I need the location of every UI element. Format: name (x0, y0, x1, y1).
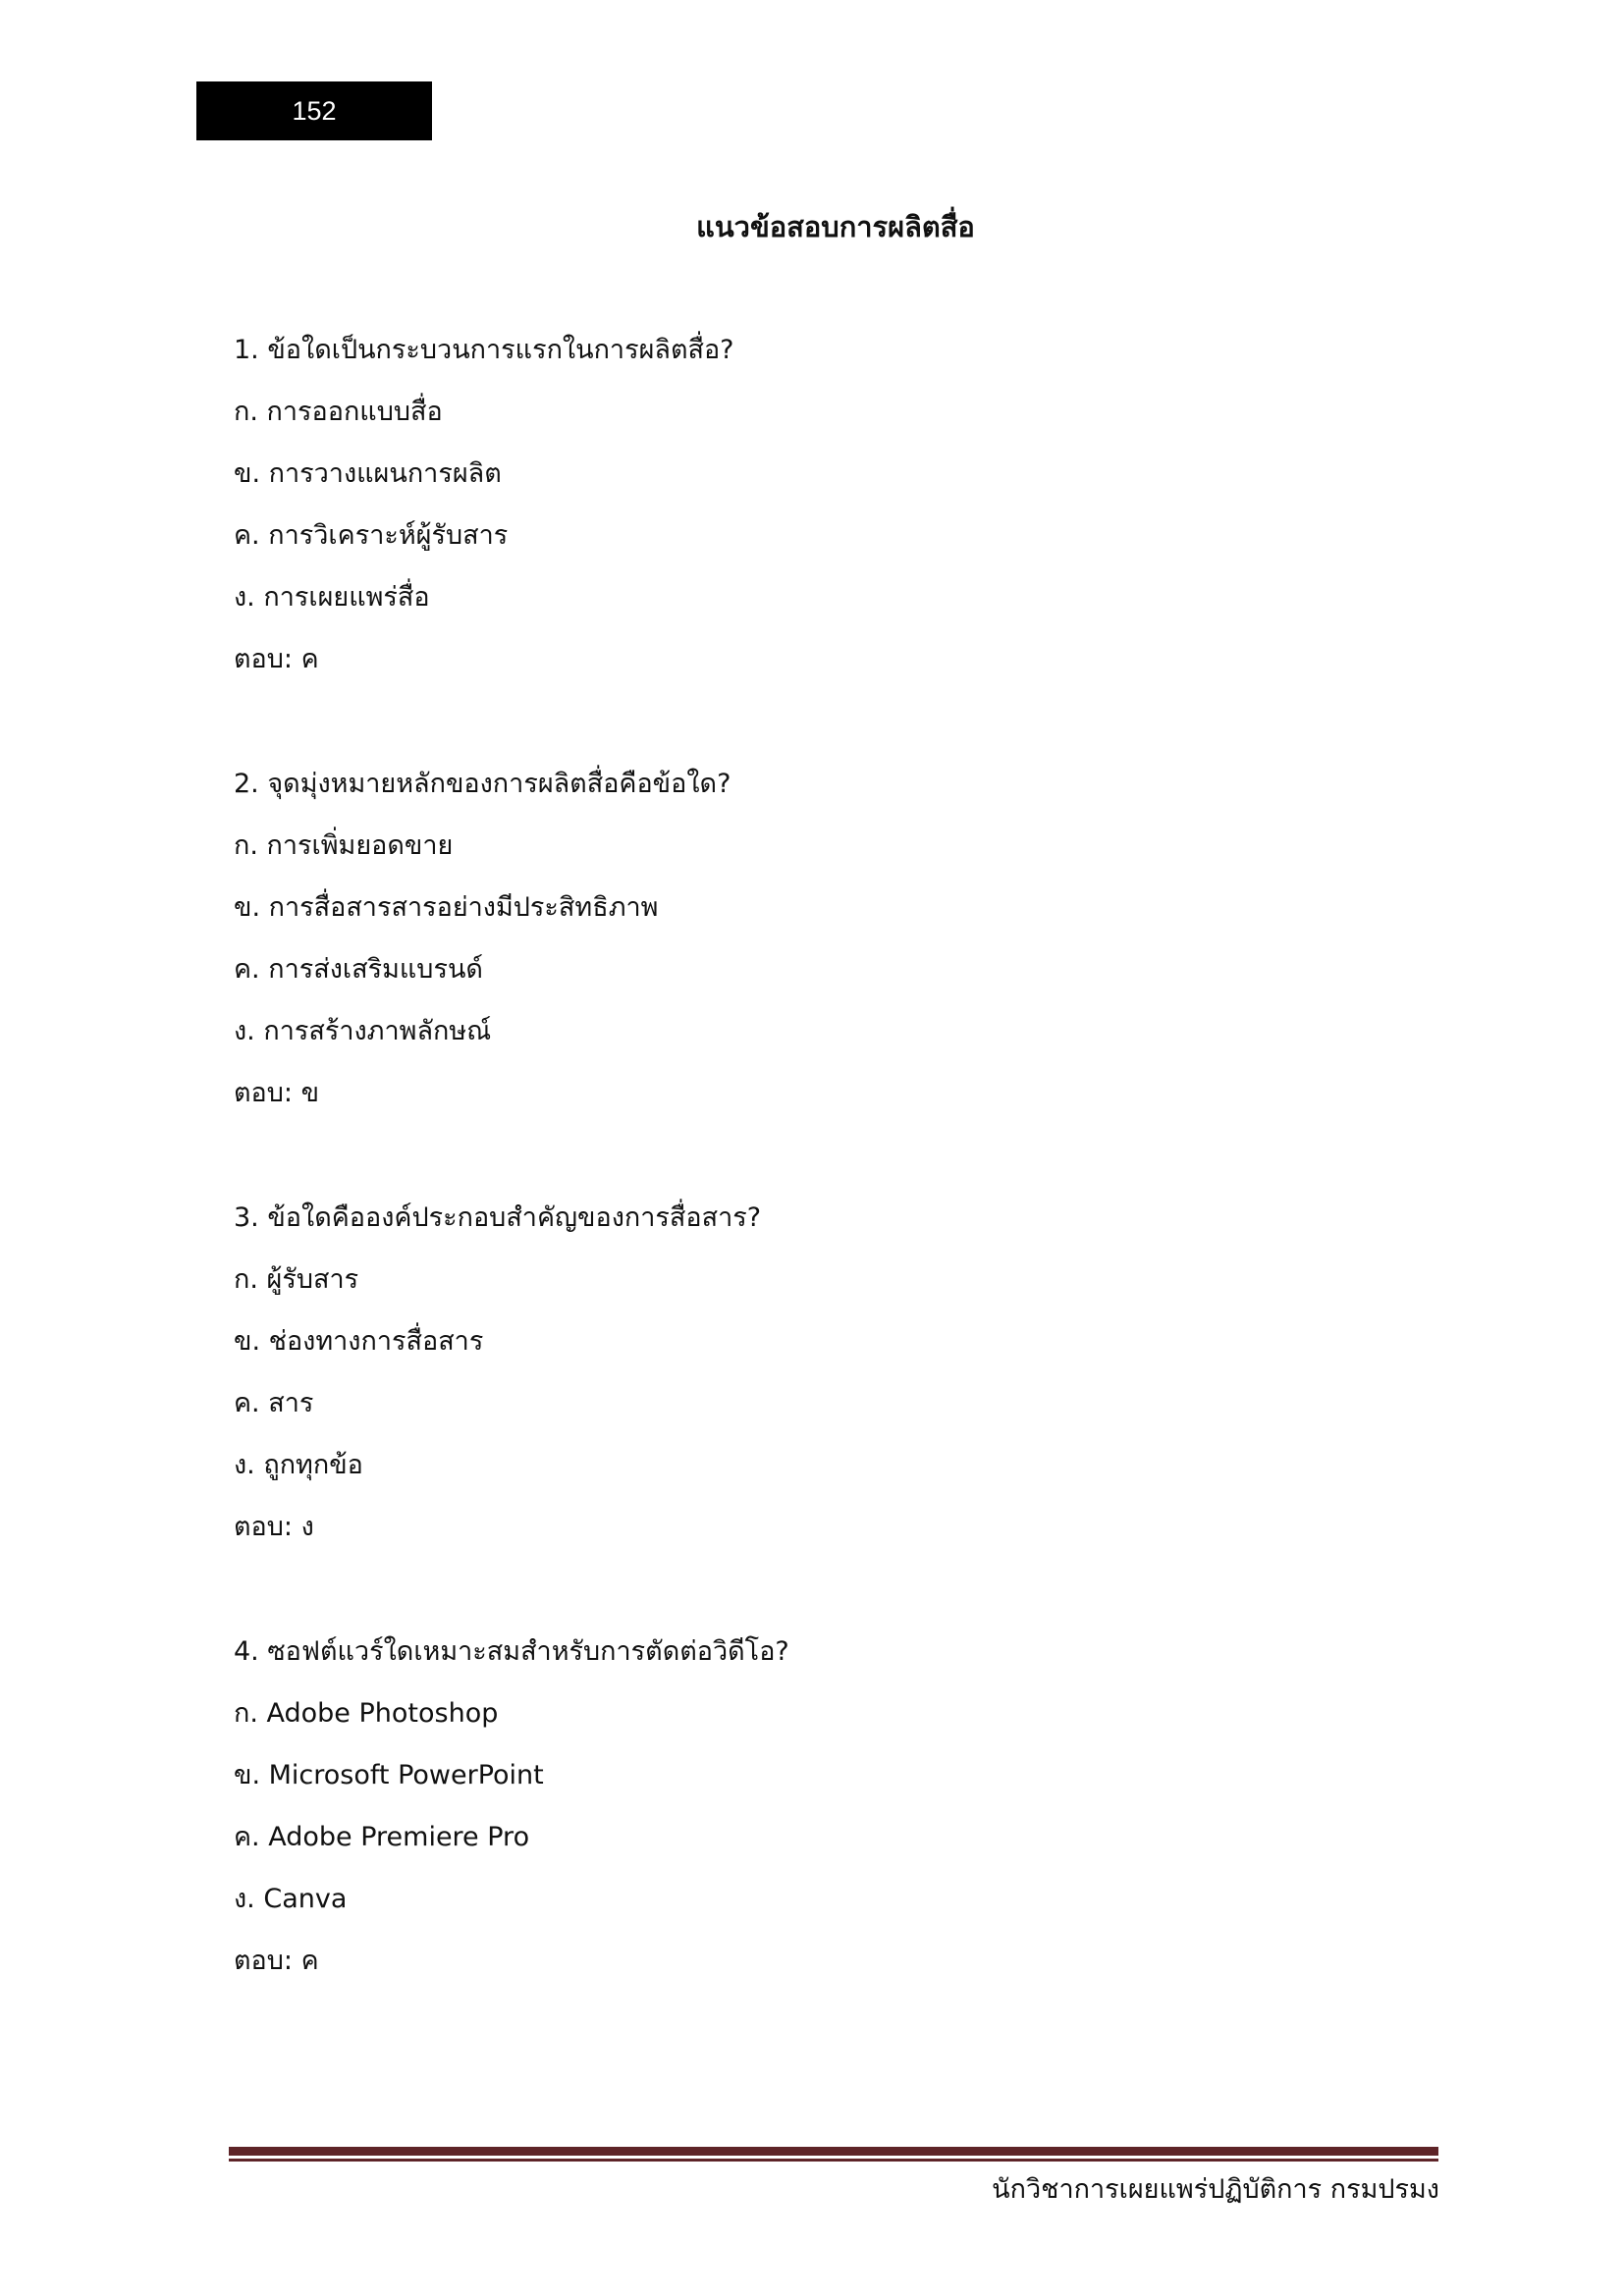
question-text: 3. ข้อใดคือองค์ประกอบสำคัญของการสื่อสาร? (234, 1202, 762, 1233)
question-block (234, 1621, 789, 1992)
question-text: 2. จุดมุ่งหมายหลักของการผลิตสื่อคือข้อใด? (234, 769, 731, 799)
answer-option: ข. การวางแผนการผลิต (234, 458, 502, 489)
answer-option: ก. ผู้รับสาร (234, 1264, 359, 1295)
question-block (234, 753, 731, 1124)
question-block (234, 319, 734, 690)
answer-option: ง. ถูกทุกข้อ (234, 1450, 363, 1480)
answer-key: ตอบ: ค (234, 1946, 319, 1976)
answer-option: ค. Adobe Premiere Pro (234, 1822, 530, 1852)
answer-option: ค. สาร (234, 1388, 314, 1418)
footer-divider (229, 2147, 1438, 2156)
answer-option: ก. การออกแบบสื่อ (234, 397, 443, 427)
answer-option: ค. การส่งเสริมแบรนด์ (234, 954, 483, 985)
answer-option: ง. Canva (234, 1884, 348, 1914)
question-text: 4. ซอฟต์แวร์ใดเหมาะสมสำหรับการตัดต่อวิดีโอ? (234, 1636, 789, 1667)
page-number: 152 (196, 81, 432, 140)
answer-option: ข. ช่องทางการสื่อสาร (234, 1326, 484, 1357)
page-title: แนวข้อสอบการผลิตสื่อ (696, 210, 975, 243)
answer-option: ง. การเผยแพร่สื่อ (234, 582, 430, 613)
answer-option: ข. การสื่อสารสารอย่างมีประสิทธิภาพ (234, 892, 659, 923)
question-block (234, 1187, 761, 1558)
answer-option: ก. Adobe Photoshop (234, 1698, 499, 1729)
answer-key: ตอบ: ง (234, 1512, 314, 1542)
answer-key: ตอบ: ค (234, 644, 319, 674)
footer-divider-thin (229, 2159, 1438, 2162)
answer-option: ง. การสร้างภาพลักษณ์ (234, 1016, 492, 1046)
answer-option: ก. การเพิ่มยอดขาย (234, 830, 454, 861)
answer-option: ข. Microsoft PowerPoint (234, 1760, 544, 1790)
answer-key: ตอบ: ข (234, 1078, 320, 1108)
question-text: 1. ข้อใดเป็นกระบวนการแรกในการผลิตสื่อ? (234, 335, 734, 365)
answer-option: ค. การวิเคราะห์ผู้รับสาร (234, 520, 509, 551)
footer-text: นักวิชาการเผยแพร่ปฏิบัติการ กรมปรมง (992, 2174, 1439, 2205)
